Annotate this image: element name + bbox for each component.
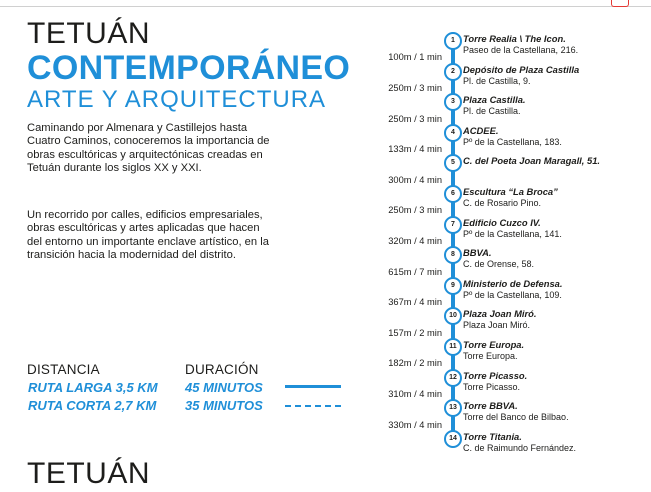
segment-distance-label: 300m / 4 min — [388, 174, 442, 185]
segment-distance-label: 250m / 3 min — [388, 82, 442, 93]
stop-number-1: 1 — [444, 32, 462, 50]
segment-distance-label: 133m / 4 min — [388, 144, 442, 155]
stop-name: Torre Picasso. — [463, 369, 528, 381]
top-frame — [0, 0, 651, 10]
stop-number-7: 7 — [444, 216, 462, 234]
stop-address: C. de Raimundo Fernández. — [463, 442, 577, 453]
distance-label: DISTANCIA — [27, 362, 100, 377]
intro-paragraph-2: Un recorrido por calles, edificios empresariales, obras escultóricas y artes aplicadas que hacen del entorno un importante enclave artístico, en la transición hacia la modernidad del distrito. — [27, 209, 269, 261]
stop-name: Plaza Joan Miró. — [463, 308, 537, 320]
segment-distance-label: 250m / 3 min — [388, 205, 442, 216]
stop-name: Plaza Castilla. — [463, 94, 526, 106]
stop-number-6: 6 — [444, 185, 462, 203]
short-route-duration: 35 MINUTOS — [185, 398, 263, 413]
stop-address: C. de Rosario Pino. — [463, 198, 542, 208]
intro-paragraph-1: Caminando por Almenara y Castillejos hasta Cuatro Caminos, conoceremos la importancia de obras escultóricas y arquitectónicas creadas en Tetuán durante los siglos XX y XXI. — [27, 122, 270, 174]
stop-address: Paseo de la Castellana, 216. — [463, 45, 579, 55]
title-line-1: TETUÁN — [27, 17, 150, 50]
stop-number-8: 8 — [444, 246, 462, 264]
long-route-distance: RUTA LARGA 3,5 KM — [28, 380, 158, 395]
stop-address: Torre Picasso. — [463, 381, 521, 392]
stop-number-4: 4 — [444, 124, 462, 142]
title-line-2: CONTEMPORÁNEO — [27, 49, 351, 87]
stop-name: Edificio Cuzco IV. — [463, 216, 541, 228]
segment-distance-label: 615m / 7 min — [388, 266, 442, 277]
stop-name: C. del Poeta Joan Maragall, 51. — [463, 155, 601, 167]
stop-name: Torre Realia \ The Icon. — [463, 33, 566, 44]
stop-address: Pl. de Castilla. — [463, 106, 521, 117]
stop-number-10: 10 — [444, 307, 462, 325]
duration-label: DURACIÓN — [185, 362, 259, 377]
stop-name: Torre BBVA. — [463, 400, 518, 412]
stop-address: Pl. de Castilla, 9. — [463, 75, 531, 86]
stop-address: Pº de la Castellana, 109. — [463, 289, 562, 300]
stop-number-3: 3 — [444, 93, 462, 111]
stop-address: Torre del Banco de Bilbao. — [463, 412, 569, 423]
corner-marker — [611, 0, 629, 7]
segment-distance-label: 182m / 2 min — [388, 358, 442, 369]
stop-name: Escultura “La Broca” — [463, 186, 558, 197]
next-section-title: TETUÁN — [27, 457, 150, 490]
stop-address: Pº de la Castellana, 141. — [463, 228, 562, 239]
stop-number-5: 5 — [444, 154, 462, 172]
stop-number-12: 12 — [444, 369, 462, 387]
segment-distance-label: 100m / 1 min — [388, 52, 442, 63]
stop-name: Torre Titania. — [463, 430, 522, 442]
stop-address: C. de Orense, 58. — [463, 259, 535, 270]
stop-number-2: 2 — [444, 63, 462, 81]
segment-distance-label: 310m / 4 min — [388, 388, 442, 399]
segment-distance-label: 320m / 4 min — [388, 235, 442, 246]
stop-number-13: 13 — [444, 399, 462, 417]
stop-address: Plaza Joan Miró. — [463, 320, 531, 331]
solid-line-legend-icon — [285, 385, 341, 388]
title-line-3: ARTE Y ARQUITECTURA — [27, 86, 327, 113]
stop-name: Torre Europa. — [463, 339, 525, 350]
stop-name: BBVA. — [463, 247, 492, 259]
stop-number-9: 9 — [444, 277, 462, 295]
segment-distance-label: 367m / 4 min — [388, 297, 442, 308]
top-border — [0, 0, 651, 7]
stop-name: Ministerio de Defensa. — [463, 277, 563, 289]
dashed-line-legend-icon — [285, 405, 341, 407]
segment-distance-label: 250m / 3 min — [388, 113, 442, 124]
stop-number-14: 14 — [444, 430, 462, 448]
stop-name: ACDEE. — [463, 124, 499, 136]
stop-name: Depósito de Plaza Castilla — [463, 63, 580, 75]
stop-number-11: 11 — [444, 338, 462, 356]
long-route-duration: 45 MINUTOS — [185, 380, 263, 395]
short-route-distance: RUTA CORTA 2,7 KM — [28, 398, 157, 413]
segment-distance-label: 330m / 4 min — [388, 419, 442, 430]
segment-distance-label: 157m / 2 min — [388, 327, 442, 338]
stop-address: Torre Europa. — [463, 351, 518, 361]
stop-address: Pº de la Castellana, 183. — [463, 136, 562, 147]
